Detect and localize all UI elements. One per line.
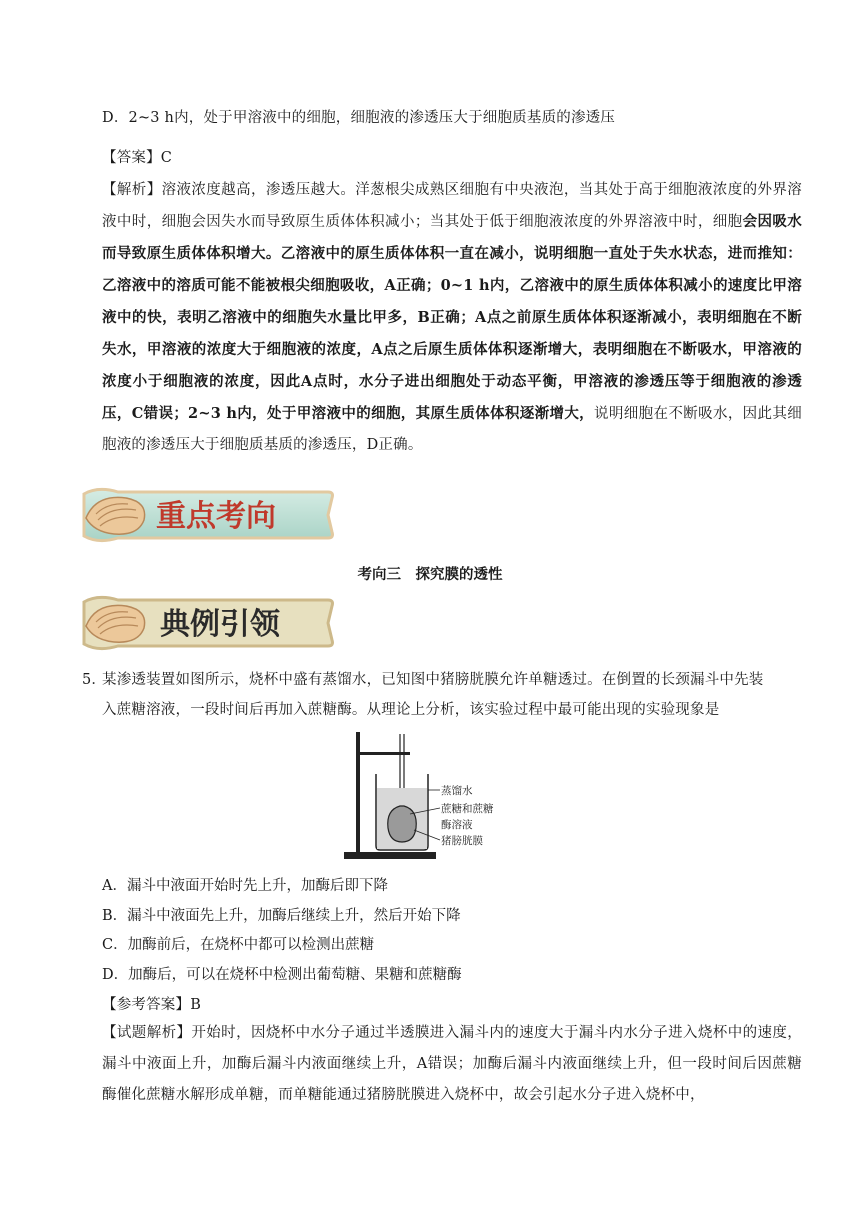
explanation-part3: 说明细胞在不断吸水，因此其细胞液的渗透压大于细胞质基质的渗透压，D正确。 bbox=[102, 406, 802, 453]
question-number: 5． bbox=[82, 672, 107, 688]
label-pig-bladder-membrane: 猪膀胱膜 bbox=[441, 835, 483, 847]
example-banner-text: 典例引领 bbox=[160, 607, 280, 642]
section-title: 考向三 探究膜的透性 bbox=[357, 567, 503, 583]
osmosis-apparatus-figure bbox=[340, 728, 530, 864]
apparatus-diagram bbox=[340, 728, 530, 864]
example-banner bbox=[78, 592, 336, 654]
option-c: C．加酶前后，在烧杯中都可以检测出蔗糖 bbox=[102, 937, 375, 953]
focus-banner-graphic bbox=[78, 484, 336, 546]
reference-answer: 【参考答案】B bbox=[102, 997, 202, 1013]
label-sucrose-and-sucrase: 蔗糖和蔗糖 bbox=[441, 803, 494, 815]
question-explanation: 【试题解析】开始时，因烧杯中水分子通过半透膜进入漏斗内的速度大于漏斗内水分子进入烧杯中的速度，漏斗中液面上升，加酶后漏斗内液面继续上升，A错误；加酶后漏斗内液面继续上升，但一段时间后因蔗糖酶催化蔗糖水解形成单糖，而单糖能通过猪膀胱膜进入烧杯中，故会引起水分子进入烧杯中， bbox=[102, 1025, 802, 1103]
answer-label: 【答案】C bbox=[102, 150, 173, 166]
focus-banner-text: 重点考向 bbox=[156, 499, 276, 534]
explanation-part2: 会因吸水而导致原生质体体积增大。乙溶液中的原生质体体积一直在减小，说明细胞一直处于失水状态，进而推知：乙溶液中的溶质可能不能被根尖细胞吸收，A正确；0~1 h内，乙溶液中的原生质体体积减小的速度比甲溶液中的快，表明乙溶液中的细胞失水量比甲多，B正确；A点之前原生质体体积逐渐减小，表明细胞在不断失水，甲溶液的浓度大于细胞液的浓度，A点之后原生质体体积逐渐增大，表明细胞在不断吸水，甲溶液的浓度小于细胞液的浓度，因此A点时，水分子进出细胞处于动态平衡，甲溶液的渗透压等于细胞液的渗透压，C错误；2~3 h内，处于甲溶液中的细胞，其原生质体体积逐渐增大， bbox=[102, 213, 802, 422]
option-d-previous: D．2~3 h内，处于甲溶液中的细胞，细胞液的渗透压大于细胞质基质的渗透压 bbox=[102, 110, 616, 126]
question-line-1: 某渗透装置如图所示，烧杯中盛有蒸馏水，已知图中猪膀胱膜允许单糖透过。在倒置的长颈漏斗中先装 bbox=[102, 672, 764, 688]
question-line-2: 入蔗糖溶液，一段时间后再加入蔗糖酶。从理论上分析，该实验过程中最可能出现的实验现象是 bbox=[102, 702, 720, 718]
label-enzyme-solution: 酶溶液 bbox=[441, 819, 473, 831]
option-d: D．加酶后，可以在烧杯中检测出葡萄糖、果糖和蔗糖酶 bbox=[102, 967, 462, 983]
explanation-part1: 【解析】溶液浓度越高，渗透压越大。洋葱根尖成熟区细胞有中央液泡，当其处于高于细胞液浓度的外界溶液中时，细胞会因失水而导致原生质体体积减小；当其处于低于细胞液浓度的外界溶液中时，细胞 bbox=[102, 182, 802, 230]
explanation-paragraph bbox=[102, 175, 802, 461]
focus-banner bbox=[78, 484, 336, 546]
option-b: B．漏斗中液面先上升，加酶后继续上升，然后开始下降 bbox=[102, 908, 461, 924]
option-a: A．漏斗中液面开始时先上升，加酶后即下降 bbox=[102, 878, 388, 894]
label-distilled-water: 蒸馏水 bbox=[441, 785, 473, 797]
example-banner-graphic bbox=[78, 592, 336, 654]
